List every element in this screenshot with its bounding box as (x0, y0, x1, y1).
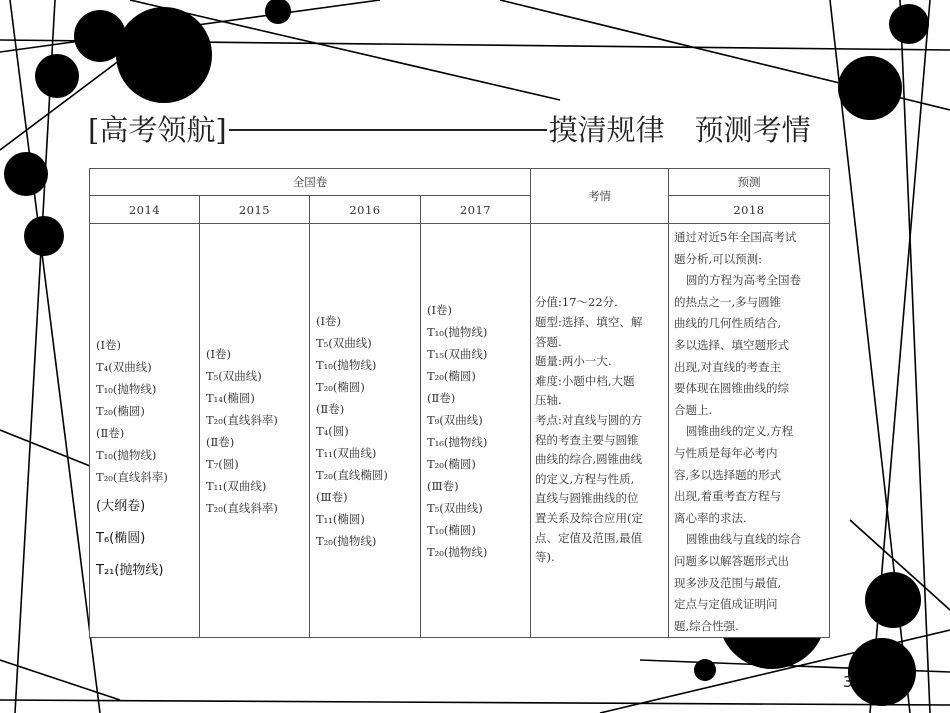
heading-subtitle-1: 摸清规律 (548, 113, 665, 147)
forecast-line: 出现,着重考查方程与 (674, 489, 782, 504)
year-2018: 2018 (669, 196, 830, 224)
header-national: 全国卷 (90, 169, 531, 196)
list-item: (Ⅱ卷) (316, 401, 345, 416)
situation-line: 压轴. (535, 393, 562, 408)
deco-circle (4, 152, 48, 196)
list-item: (Ⅲ卷) (427, 478, 459, 493)
situation-line: 等). (535, 550, 555, 565)
list-item: T₂₀(抛物线) (427, 544, 488, 559)
list-item: (Ⅰ卷) (206, 346, 232, 361)
forecast-line: 曲线的几何性质结合, (674, 316, 782, 331)
forecast-line: 出现,对直线的考查主 (674, 359, 782, 374)
list-item: T₁₀(抛物线) (96, 448, 157, 462)
forecast-line: 离心率的求法. (674, 510, 747, 525)
list-item: T₂₀(椭圆) (427, 456, 476, 471)
forecast-line: 圆的方程为高考全国卷 (686, 273, 801, 288)
list-item: T₄(圆) (316, 423, 349, 438)
forecast-line: 圆锥曲线的定义,方程 (686, 424, 794, 439)
list-item: T₂₀(椭圆) (96, 404, 145, 418)
list-item: T₁₁(双曲线) (316, 445, 377, 460)
header-forecast: 预测 (669, 169, 830, 196)
deco-circle (838, 56, 902, 120)
list-item: (大纲卷) (96, 499, 146, 514)
list-item: T₉(双曲线) (427, 412, 483, 427)
list-item: T₁₆(抛物线) (427, 434, 488, 449)
list-item: (Ⅱ卷) (427, 390, 456, 405)
list-item: T₁₀(椭圆) (427, 522, 476, 537)
list-item: T₂₁(抛物线) (96, 563, 164, 578)
forecast-line: 通过对近5年全国高考试 (674, 230, 797, 244)
list-item: T₁₀(抛物线) (427, 324, 488, 339)
list-item: T₅(双曲线) (206, 368, 262, 383)
list-item: T₂₀(抛物线) (316, 533, 377, 548)
list-item: (Ⅰ卷) (96, 338, 122, 352)
year-2016: 2016 (310, 196, 421, 224)
col-2017 (421, 224, 531, 638)
heading-rule (229, 129, 547, 131)
forecast-line: 与性质是每年必考内 (674, 445, 778, 460)
list-item: T₂₀(直线斜率) (206, 500, 278, 515)
header-situation: 考情 (531, 169, 669, 224)
list-item: T₁₀(抛物线) (96, 382, 157, 396)
list-item: T₅(双曲线) (316, 335, 372, 350)
list-item: T₇(圆) (206, 456, 239, 471)
heading-label: [高考领航] (88, 113, 227, 147)
list-item: (Ⅰ卷) (316, 313, 342, 328)
situation-line: 分值:17～22分. (535, 295, 618, 310)
list-item: T₂₀(椭圆) (427, 368, 476, 383)
situation-line: 的定义,方程与性质, (535, 471, 635, 486)
year-2014: 2014 (90, 196, 200, 224)
forecast-line: 多以选择、填空题形式 (674, 337, 789, 352)
page-number: 3 (843, 673, 853, 691)
list-item: T₄(双曲线) (96, 360, 152, 374)
list-item: T₁₄(椭圆) (206, 390, 255, 405)
list-item: T₂₀(直线椭圆) (316, 467, 388, 482)
col-2016 (310, 224, 421, 638)
year-2017: 2017 (421, 196, 531, 224)
forecast-line: 的热点之一,多与圆锥 (674, 294, 782, 309)
forecast-line: 要体现在圆锥曲线的综 (674, 381, 789, 396)
forecast-line: 合题上. (674, 402, 713, 417)
section-heading (88, 108, 811, 149)
deco-circle (116, 7, 212, 103)
list-item: (Ⅱ卷) (206, 434, 235, 449)
list-item: T₁₁(椭圆) (316, 511, 365, 526)
col-2014 (90, 224, 200, 638)
situation-line: 直线与圆锥曲线的位 (535, 491, 639, 506)
forecast-line: 现多涉及范围与最值, (674, 575, 782, 590)
list-item: T₂₀(直线斜率) (96, 470, 168, 484)
col-2015 (200, 224, 310, 638)
year-2015: 2015 (200, 196, 310, 224)
situation-line: 答题. (535, 334, 562, 349)
situation-line: 程的考查主要与圆锥 (535, 432, 639, 447)
deco-circle (24, 216, 64, 256)
list-item: (Ⅱ卷) (96, 426, 125, 440)
list-item: T₆(椭圆) (96, 531, 146, 546)
forecast-line: 题,综合性强. (674, 618, 739, 633)
list-item: (Ⅲ卷) (316, 489, 348, 504)
exam-analysis-table (89, 168, 830, 638)
list-item: T₁₀(抛物线) (316, 357, 377, 372)
deco-circle (35, 54, 79, 98)
deco-circle (865, 572, 921, 628)
heading-subtitle-2: 预测考情 (694, 113, 811, 147)
list-item: T₁₅(双曲线) (427, 346, 488, 361)
forecast-line: 圆锥曲线与直线的综合 (686, 532, 801, 547)
situation-line: 置关系及综合应用(定 (535, 511, 643, 526)
list-item: T₁₁(双曲线) (206, 478, 267, 493)
list-item: T₂₀(椭圆) (316, 379, 365, 394)
forecast-line: 问题多以解答题形式出 (674, 553, 789, 568)
list-item: (Ⅰ卷) (427, 302, 453, 317)
forecast-line: 题分析,可以预测: (674, 251, 763, 266)
forecast-cell (669, 224, 830, 638)
situation-line: 考点:对直线与圆的方 (535, 413, 643, 428)
situation-line: 曲线的综合,圆锥曲线 (535, 452, 643, 467)
deco-circle (889, 4, 929, 44)
situation-line: 点、定值及范围,最值 (535, 530, 643, 545)
forecast-line: 容,多以选择题的形式 (674, 467, 782, 482)
situation-cell (531, 224, 669, 638)
forecast-line: 定点与定值成证明问 (674, 597, 778, 612)
list-item: T₅(双曲线) (427, 500, 483, 515)
situation-line: 题量:两小一大. (535, 354, 612, 369)
situation-line: 难度:小题中档,大题 (535, 373, 635, 388)
situation-line: 题型:选择、填空、解 (535, 315, 643, 330)
list-item: T₂₀(直线斜率) (206, 412, 278, 427)
